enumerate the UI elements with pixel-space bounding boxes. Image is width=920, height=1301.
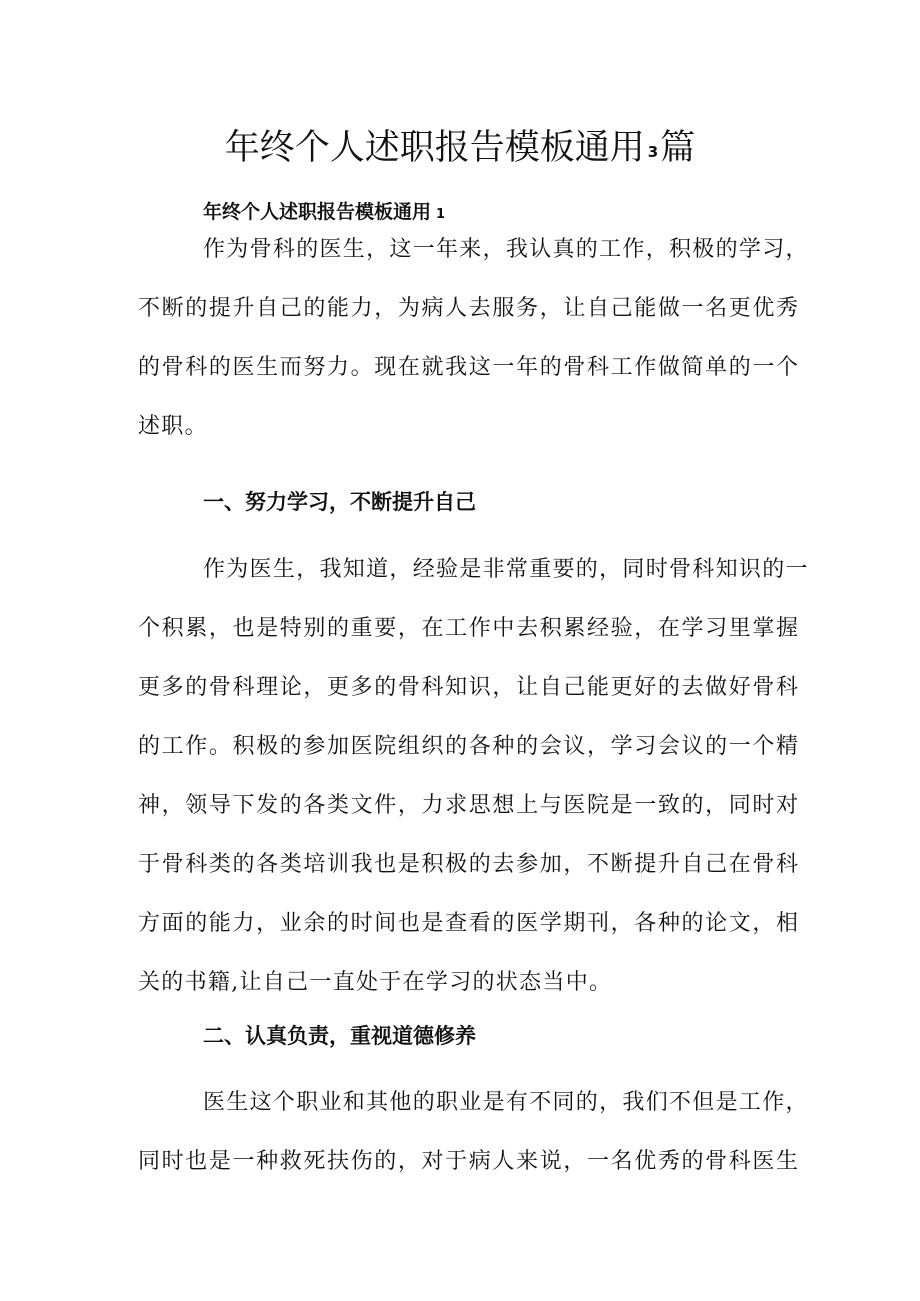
paragraph-line: 述职。: [138, 414, 208, 439]
section-2-paragraph: [138, 1073, 809, 1191]
intro-paragraph: [138, 220, 809, 456]
paragraph-line: 医生这个职业和其他的职业是有不同的，我们不但是工作，: [203, 1090, 809, 1115]
paragraph-line: 的工作。积极的参加医院组织的各种的会议，学习会议的一个精: [138, 734, 798, 759]
paragraph-line: 作为骨科的医生，这一年来，我认真的工作，积极的学习，: [203, 237, 809, 262]
section-heading-2: 二、认真负责，重视道德修养: [203, 1024, 476, 1048]
paragraph-line: 的骨科的医生而努力。现在就我这一年的骨科工作做简单的一个: [138, 355, 798, 380]
subtitle-text: 年终个人述职报告模板通用: [203, 201, 432, 223]
paragraph-line: 关的书籍,让自己一直处于在学习的状态当中。: [138, 970, 613, 995]
paragraph-line: 方面的能力，业余的时间也是查看的医学期刊，各种的论文，相: [138, 911, 798, 936]
paragraph-line: 不断的提升自己的能力，为病人去服务，让自己能做一名更优秀: [138, 296, 798, 321]
paragraph-line: 更多的骨科理论，更多的骨科知识，让自己能更好的去做好骨科: [138, 675, 798, 700]
title-text: 年终个人述职报告模板通用: [224, 128, 645, 168]
paragraph-line: 同时也是一种救死扶伤的，对于病人来说，一名优秀的骨科医生: [138, 1149, 798, 1174]
title-suffix: 篇: [660, 128, 696, 168]
paragraph-line: 于骨科类的各类培训我也是积极的去参加，不断提升自己在骨科: [138, 852, 798, 877]
subtitle-number: 1: [436, 207, 446, 222]
section-1-paragraph: [138, 540, 809, 1012]
paragraph-line: 神，领导下发的各类文件，力求思想上与医院是一致的，同时对: [138, 793, 798, 818]
title-number: 3: [647, 143, 659, 161]
document-title: [0, 124, 920, 176]
section-heading-1: 一、努力学习，不断提升自己: [203, 490, 476, 514]
paragraph-line: 作为医生，我知道，经验是非常重要的，同时骨科知识的一: [203, 557, 809, 582]
paragraph-line: 个积累，也是特别的重要，在工作中去积累经验，在学习里掌握: [138, 616, 798, 641]
